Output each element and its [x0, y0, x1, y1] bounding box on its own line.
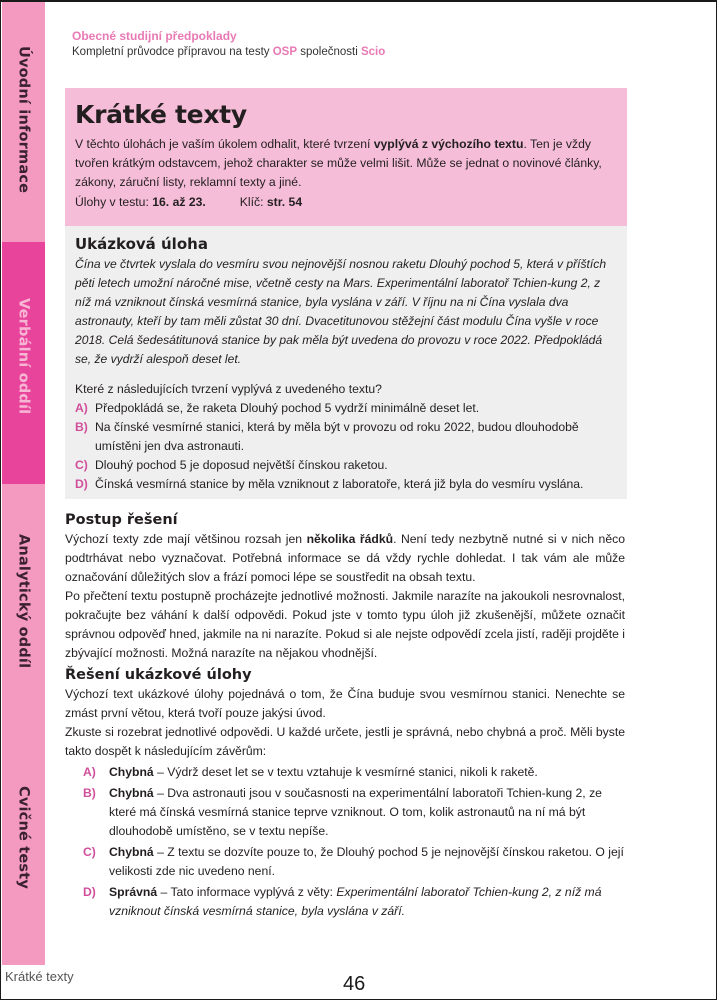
intro-box — [65, 88, 627, 226]
option-c — [75, 456, 617, 475]
answer-text — [109, 763, 538, 782]
procedure-emphasis: několika řádků — [306, 532, 394, 546]
option-d — [75, 475, 617, 494]
option-letter: B) — [75, 420, 88, 435]
answer-quote: Experimentální laboratoř Tchien-kung 2, z níž má vzniknout čínská vesmírná stanice, byla vyslána v září. — [109, 885, 602, 918]
section-sidebar — [2, 2, 45, 965]
procedure-paragraph-2: Po přečtení textu postupně procházejte jednotlivé možnosti. Jakmile narazíte na jakoukoli nesrovnalost, pokračujte bez váhání k další odpovědi. Pokud jste v tomto typu úloh již zkušenější, můžete označit správnou odpověď hned, jakmile na ni narazíte. Pokud si ale nejste odpovědí zcela jistí, raději projděte i zbývající možnosti. Možná narazíte na nějakou vhodnější. — [65, 589, 625, 660]
example-title: Ukázková úloha — [75, 235, 208, 253]
option-letter: C) — [75, 458, 88, 473]
option-letter: D) — [75, 477, 88, 492]
intro-emphasis: vyplývá z výchozího textu — [373, 137, 524, 151]
answer-a — [65, 763, 625, 782]
answer-d — [65, 883, 625, 921]
answer-explanation: – Dva astronauti jsou v současnosti na experimentální laboratoři Tchien-kung 2, ze které má čínská vesmírná stanice teprve vzniknout. O tom, kolik astronautů na ní má být dlouhodobě umístěno, se v textu nepíše. — [109, 786, 602, 838]
answer-c — [65, 843, 625, 881]
subtitle-text: Kompletní průvodce přípravou na testy — [72, 46, 273, 58]
solution-paragraph-2: Zkuste si rozebrat jednotlivé odpovědi. U každé určete, jestli je správná, nebo chybná a proč. Měli byste takto dospět k následujícím závěrům: — [65, 725, 625, 758]
answer-text — [109, 883, 625, 921]
answer-letter: C) — [83, 845, 96, 859]
option-letter: A) — [75, 401, 88, 416]
answer-verdict: Chybná — [109, 786, 154, 800]
tab-label: Analytický oddíl — [15, 534, 32, 669]
answer-letter: B) — [83, 786, 96, 800]
solution-section — [65, 510, 625, 921]
procedure-text: Výchozí texty zde mají většinou rozsah jen — [65, 532, 307, 546]
page-number: 46 — [343, 973, 366, 995]
answer-explanation: – Tato informace vyplývá z věty: — [157, 885, 337, 899]
osp-highlight: OSP — [272, 46, 298, 58]
tab-label: Cvičné testy — [15, 786, 32, 890]
scio-highlight: Scio — [360, 46, 386, 58]
solution-paragraph-1: Výchozí text ukázkové úlohy pojednává o tom, že Čína buduje svou vesmírnou stanici. Nenechte se zmást první větou, která tvoří pouze jakýsi úvod. — [65, 687, 625, 720]
key-label: Klíč: — [239, 194, 267, 209]
book-subtitle — [72, 44, 385, 60]
answer-letter: A) — [83, 765, 96, 779]
intro-paragraph — [75, 135, 617, 193]
option-text: Předpokládá se, že raketa Dlouhý pochod 5 vydrží minimálně deset let. — [95, 401, 480, 416]
option-text: Čínská vesmírná stanice by měla vzniknout z laboratoře, která již byla do vesmíru vyslána. — [95, 477, 584, 492]
subtitle-text: společnosti — [297, 46, 361, 58]
answer-verdict: Chybná — [109, 765, 154, 779]
solution-title: Řešení ukázkové úlohy — [65, 667, 252, 683]
procedure-paragraph-1 — [65, 530, 625, 587]
intro-meta — [75, 193, 617, 212]
answer-verdict: Správná — [109, 885, 158, 899]
option-a — [75, 399, 617, 418]
chapter-title: Krátké texty — [75, 100, 247, 129]
tab-label: Úvodní informace — [15, 46, 32, 194]
tasks-value: 16. až 23. — [152, 194, 206, 209]
option-text: Na čínské vesmírné stanici, která by měla být v provozu od roku 2022, budou dlouhodobě umístěni jen dva astronauti. — [95, 420, 579, 454]
tab-verbalni-oddil[interactable] — [2, 242, 45, 484]
answer-b — [65, 784, 625, 841]
answer-text — [109, 843, 625, 881]
tab-label: Verbální oddíl — [15, 298, 32, 415]
example-task-box — [65, 226, 627, 499]
key-value: str. 54 — [266, 194, 303, 209]
example-question: Které z následujících tvrzení vyplývá z uvedeného textu? — [75, 382, 382, 397]
book-title: Obecné studijní předpoklady — [72, 29, 237, 43]
answer-text — [109, 784, 625, 841]
tasks-label: Úlohy v testu: — [75, 194, 153, 209]
tab-uvodni-informace[interactable] — [2, 2, 45, 242]
option-b — [75, 418, 617, 456]
example-passage: Čína ve čtvrtek vyslala do vesmíru svou nejnovější nosnou raketu Dlouhý pochod 5, která v příštích pěti letech umožní náročné mise, včetně cesty na Mars. Experimentální laboratoř Tchien-kung 2, z níž má vzniknout čínská vesmírná stanice, byla vyslána v září. V říjnu na ni Čína vyslala dva astronauty, kteří by tam měli zůstat 30 dní. Dvacetitunovou stěžejní část modulu Čína vyšle v roce 2018. Celá šedesátitunová stanice by pak měla být uvedena do provozu v roce 2022. Předpokládá se, že vydrží alespoň deset let. — [75, 257, 607, 366]
answer-explanation: – Z textu se dozvíte pouze to, že Dlouhý pochod 5 je nejnovější čínskou raketou. O její velikosti zde nic uvedeno není. — [109, 845, 624, 878]
procedure-title: Postup řešení — [65, 512, 178, 528]
answer-letter: D) — [83, 885, 96, 899]
tab-cvicne-testy[interactable] — [2, 734, 45, 965]
footer-section-label: Krátké texty — [5, 969, 74, 984]
option-text: Dlouhý pochod 5 je doposud největší čínskou raketou. — [95, 458, 388, 473]
answer-explanation: – Výdrž deset let se v textu vztahuje k vesmírné stanici, nikoli k raketě. — [153, 765, 538, 779]
tab-analyticky-oddil[interactable] — [2, 484, 45, 734]
intro-text: . Ten je vždy tvořen krátkým odstavcem, jehož charakter se může velmi lišit. Může se jednat o novinové články, zákony, záruční listy, reklamní texty a jiné. — [75, 137, 602, 190]
running-header — [72, 28, 385, 60]
procedure-text: . Není tedy nezbytně nutné si v nich něco podtrhávat nebo vyznačovat. Potřebná informace se dá vždy rychle dohledat. I tak vám ale může označování důležitých slov a frází pomoci lépe se soustředit na obsah textu. — [65, 532, 625, 584]
intro-text: V těchto úlohách je vaším úkolem odhalit, které tvrzení — [75, 137, 374, 151]
answer-verdict: Chybná — [109, 845, 154, 859]
